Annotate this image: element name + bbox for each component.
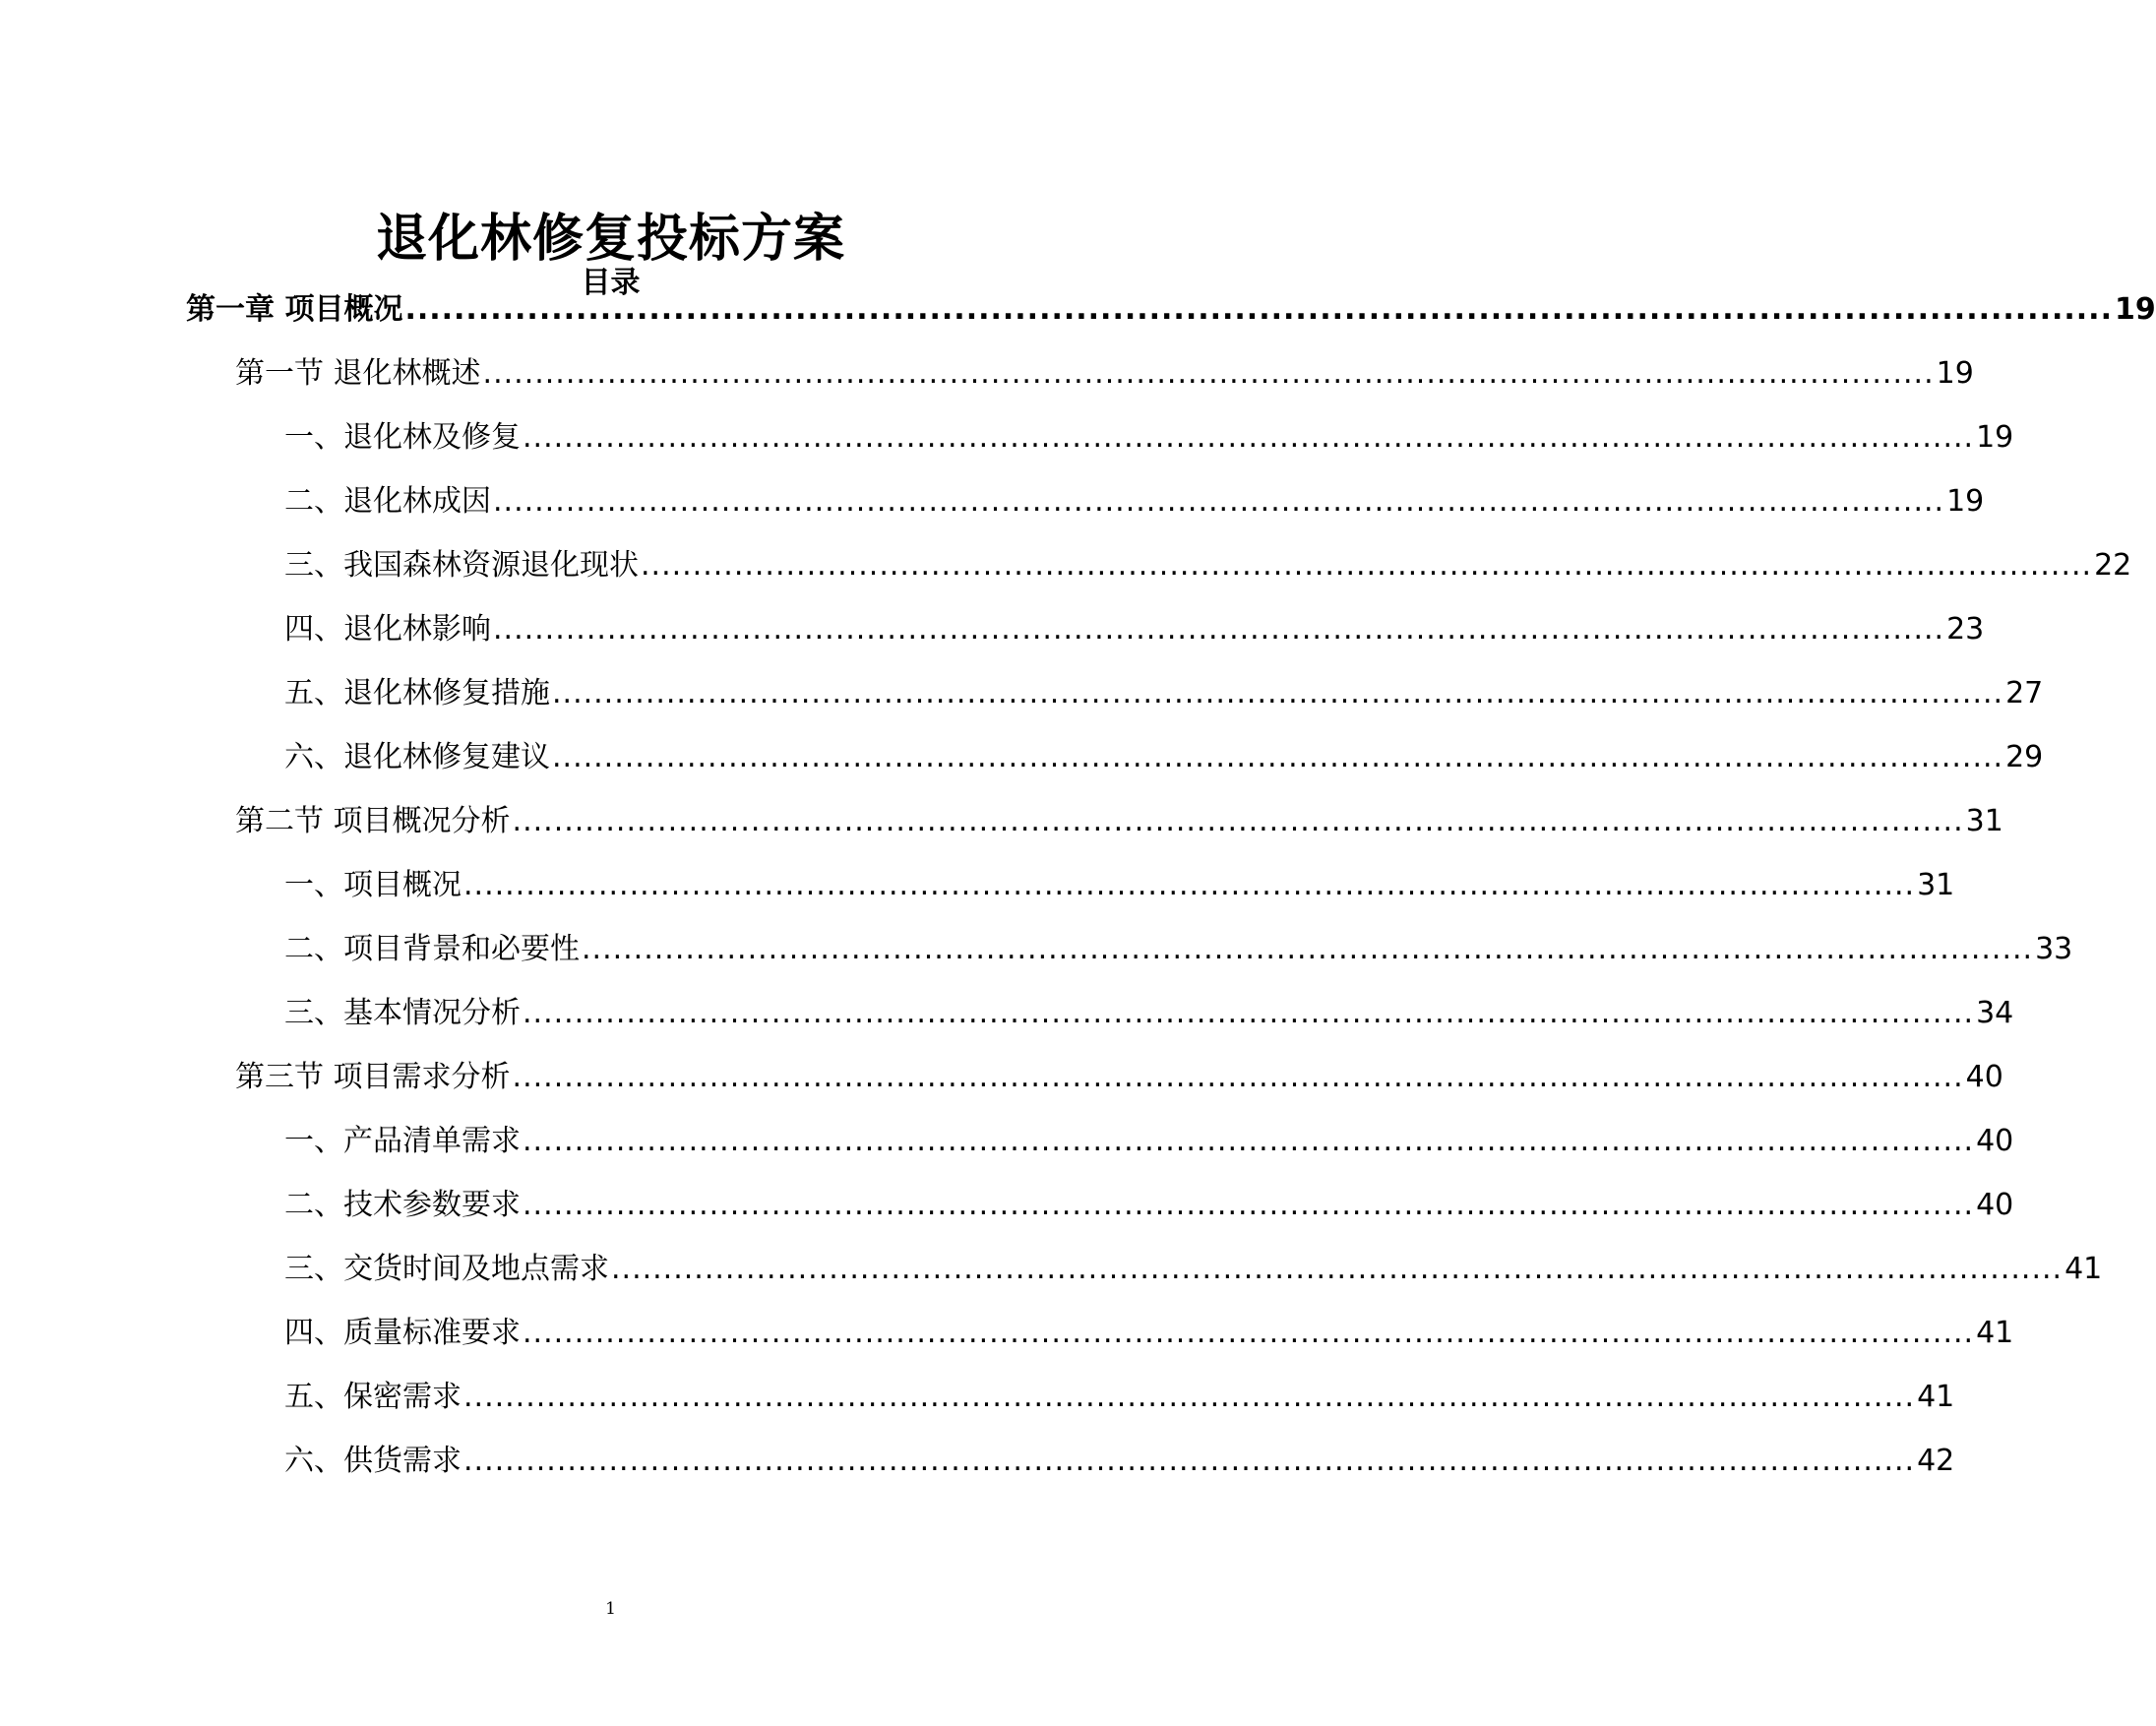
toc-entry-label: 一、项目概况 <box>284 868 462 902</box>
toc-entry-label: 一、产品清单需求 <box>284 1124 521 1158</box>
toc-dot-leader: ............................................................................................................................................ <box>463 1380 1916 1414</box>
toc-entry-label: 二、项目背景和必要性 <box>284 932 580 966</box>
toc-entry-page: 19 <box>1946 484 1985 519</box>
toc-entry[interactable] <box>186 287 2156 333</box>
toc-entry-label: 四、质量标准要求 <box>284 1316 521 1350</box>
toc-entry-label: 三、我国森林资源退化现状 <box>284 548 639 583</box>
toc-dot-leader: ............................................................................................................................................ <box>552 676 2004 710</box>
toc-entry-page: 29 <box>2005 740 2044 774</box>
toc-entry[interactable] <box>284 1247 2103 1292</box>
toc-entry[interactable] <box>284 1183 2014 1228</box>
toc-dot-leader: ............................................................................................................................................ <box>493 484 1945 519</box>
toc-entry[interactable] <box>235 1055 2003 1100</box>
toc-entry[interactable] <box>284 543 2132 588</box>
toc-entry-label: 三、基本情况分析 <box>284 996 521 1030</box>
toc-entry-page: 41 <box>2064 1252 2103 1286</box>
toc-entry[interactable] <box>284 415 2014 461</box>
toc-entry-label: 第一节 退化林概述 <box>235 356 481 391</box>
toc-entry-page: 31 <box>1917 868 1955 902</box>
toc-entry[interactable] <box>284 671 2044 716</box>
toc-entry-label: 五、保密需求 <box>284 1380 462 1414</box>
toc-entry-page: 19 <box>1936 356 1974 391</box>
toc-dot-leader: ............................................................................................................................................ <box>493 612 1945 647</box>
toc-entry-page: 33 <box>2035 932 2073 966</box>
toc-entry-page: 40 <box>1976 1188 2014 1222</box>
toc-dot-leader: ............................................................................................................................................ <box>512 1060 1964 1094</box>
toc-heading: 目录 <box>581 266 641 300</box>
toc-dot-leader: ............................................................................................................................................ <box>523 996 1975 1030</box>
toc-entry-page: 41 <box>1976 1316 2014 1350</box>
toc-dot-leader: ............................................................................................................................................ <box>523 1316 1975 1350</box>
toc-entry-label: 一、退化林及修复 <box>284 420 521 455</box>
toc-entry-label: 第二节 项目概况分析 <box>235 804 511 838</box>
toc-dot-leader: ............................................................................................................................................ <box>482 356 1935 391</box>
toc-entry[interactable] <box>284 863 1955 908</box>
toc-entry-page: 42 <box>1917 1444 1955 1478</box>
toc-entry-page: 34 <box>1976 996 2014 1030</box>
toc-entry[interactable] <box>284 1119 2014 1164</box>
toc-entry-label: 二、退化林成因 <box>284 484 491 519</box>
toc-entry-page: 23 <box>1946 612 1985 647</box>
toc-entry-label: 三、交货时间及地点需求 <box>284 1252 609 1286</box>
toc-entry-page: 27 <box>2005 676 2044 710</box>
toc-entry-label: 五、退化林修复措施 <box>284 676 550 710</box>
toc-entry[interactable] <box>235 351 1974 397</box>
toc-entry[interactable] <box>284 1311 2014 1356</box>
toc-dot-leader: ............................................................................................................................................ <box>404 292 2113 327</box>
toc-entry[interactable] <box>284 927 2073 972</box>
toc-dot-leader: ............................................................................................................................................ <box>611 1252 2064 1286</box>
toc-entry[interactable] <box>284 607 1985 652</box>
toc-entry-page: 22 <box>2094 548 2132 583</box>
toc-dot-leader: ............................................................................................................................................ <box>463 868 1916 902</box>
toc-entry[interactable] <box>284 1375 1955 1420</box>
toc-dot-leader: ............................................................................................................................................ <box>463 1444 1916 1478</box>
toc-entry[interactable] <box>284 991 2014 1036</box>
document-title: 退化林修复投标方案 <box>375 209 845 269</box>
toc-dot-leader: ............................................................................................................................................ <box>523 1124 1975 1158</box>
toc-entry-label: 六、退化林修复建议 <box>284 740 550 774</box>
toc-dot-leader: ............................................................................................................................................ <box>582 932 2034 966</box>
toc-entry-label: 第三节 项目需求分析 <box>235 1060 511 1094</box>
toc-entry[interactable] <box>235 799 2003 844</box>
toc-entry-label: 二、技术参数要求 <box>284 1188 521 1222</box>
toc-entry[interactable] <box>284 479 1985 524</box>
toc-entry-label: 四、退化林影响 <box>284 612 491 647</box>
toc-dot-leader: ............................................................................................................................................ <box>512 804 1964 838</box>
toc-entry-page: 31 <box>1965 804 2003 838</box>
toc-dot-leader: ............................................................................................................................................ <box>523 420 1975 455</box>
toc-dot-leader: ............................................................................................................................................ <box>523 1188 1975 1222</box>
toc-entry-label: 六、供货需求 <box>284 1444 462 1478</box>
toc-dot-leader: ............................................................................................................................................ <box>641 548 2093 583</box>
toc-entry-page: 19 <box>1976 420 2014 455</box>
toc-entry-page: 40 <box>1965 1060 2003 1094</box>
toc-entry-label: 第一章 项目概况 <box>186 292 403 327</box>
toc-dot-leader: ............................................................................................................................................ <box>552 740 2004 774</box>
toc-entry-page: 40 <box>1976 1124 2014 1158</box>
toc-entry[interactable] <box>284 735 2044 780</box>
toc-entry-page: 19 <box>2114 292 2156 327</box>
page-number: 1 <box>605 1599 616 1619</box>
toc-entry[interactable] <box>284 1439 1955 1484</box>
toc-entry-page: 41 <box>1917 1380 1955 1414</box>
